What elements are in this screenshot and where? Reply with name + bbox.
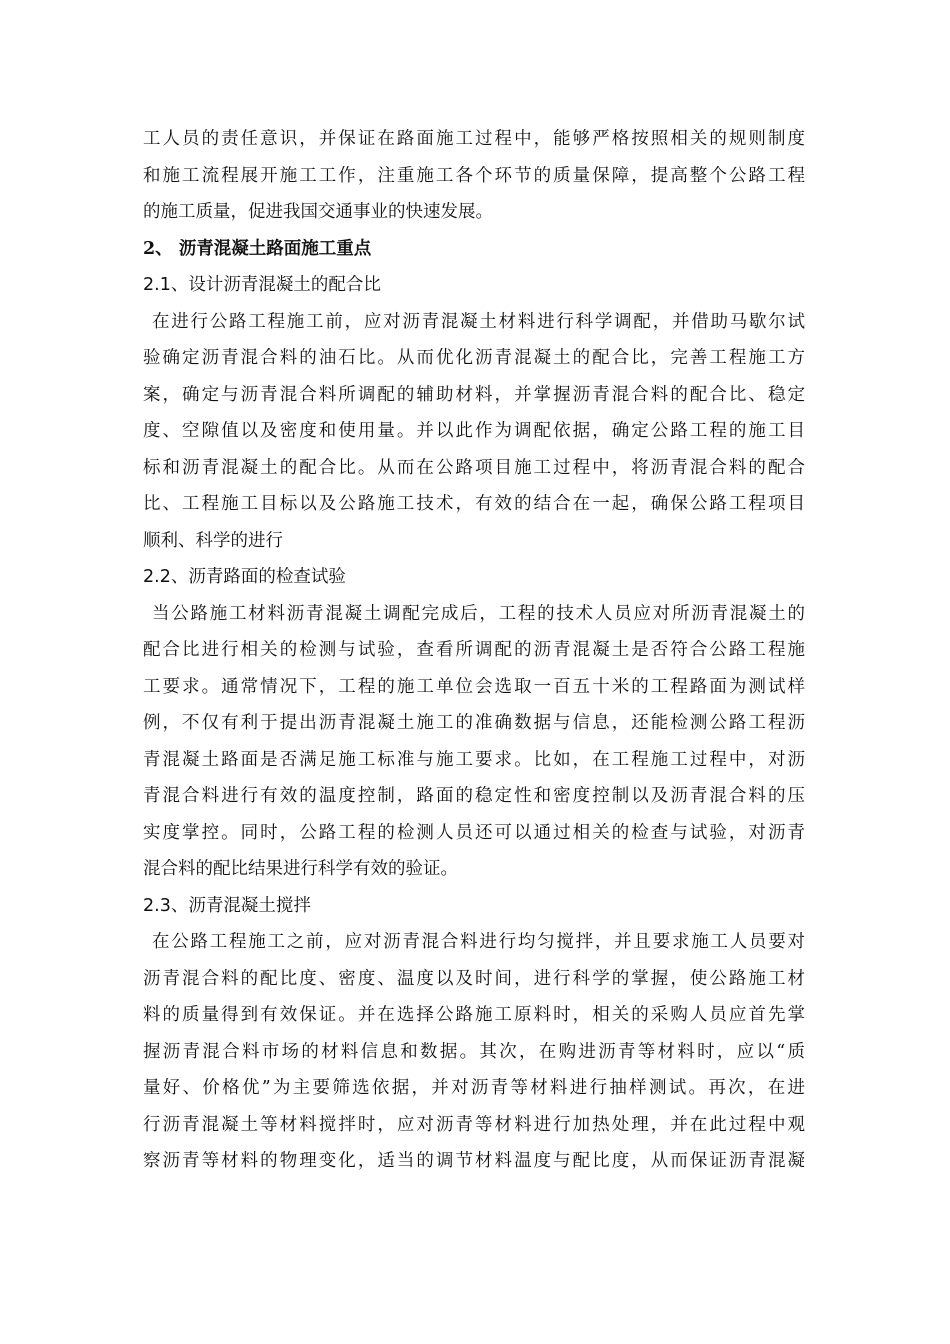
- text-line: 当公路施工材料沥青混凝土调配完成后，工程的技术人员应对所沥青混凝土的: [152, 603, 805, 624]
- text-line: 和施工流程展开施工工作，注重施工各个环节的质量保障，提高整个公路工程: [143, 165, 805, 186]
- text-line: 顺利、科学的进行: [143, 530, 283, 551]
- subsection-heading: 2.3、沥青混凝土搅拌: [143, 895, 311, 916]
- paragraph: [143, 924, 805, 1180]
- text-line: 例，不仅有利于提出沥青混凝土施工的准确数据与信息，还能检测公路工程沥: [143, 713, 805, 733]
- text-line: 沥青混合料的配比度、密度、温度以及时间，进行科学的掌握，使公路施工材: [143, 968, 805, 989]
- text-line: 标和沥青混凝土的配合比。从而在公路项目施工过程中，将沥青混合料的配合: [143, 457, 805, 478]
- text-line: 在进行公路工程施工前，应对沥青混凝土材料进行科学调配，并借助马歇尔试: [152, 311, 805, 332]
- text-line: 混合料的配比结果进行科学有效的验证。: [143, 859, 458, 879]
- text-line: 青混凝土路面是否满足施工标准与施工要求。比如，在工程施工过程中，对沥: [143, 749, 805, 770]
- text-line: 行沥青混凝土等材料搅拌时，应对沥青等材料进行加热处理，并在此过程中观: [143, 1114, 805, 1135]
- text-line: 工人员的责任意识，并保证在路面施工过程中，能够严格按照相关的规则制度: [143, 129, 805, 149]
- text-line: 配合比进行相关的检测与试验，查看所调配的沥青混凝土是否符合公路工程施: [143, 640, 805, 660]
- text-line: 青混合料进行有效的温度控制，路面的稳定性和密度控制以及沥青混合料的压: [143, 786, 805, 806]
- text-line: 的施工质量，促进我国交通事业的快速发展。: [143, 202, 493, 222]
- paragraph: [143, 304, 805, 560]
- text-line: 握沥青混合料市场的材料信息和数据。其次，在购进沥青等材料时，应以“质: [143, 1041, 805, 1062]
- text-line: 实度掌控。同时，公路工程的检测人员还可以通过相关的检查与试验，对沥青: [143, 822, 805, 843]
- text-line: 案，确定与沥青混合料所调配的辅助材料，并掌握沥青混合料的配合比、稳定: [143, 384, 805, 405]
- document-body: [143, 121, 805, 1180]
- text-line: 度、空隙值以及密度和使用量。并以此作为调配依据，确定公路工程的施工目: [143, 421, 805, 441]
- intro-paragraph: [143, 121, 805, 231]
- subsection-heading: 2.1、设计沥青混凝土的配合比: [143, 275, 381, 295]
- text-line: 验确定沥青混合料的油石比。从而优化沥青混凝土的配合比，完善工程施工方: [143, 348, 805, 368]
- subsection-heading: 2.2、沥青路面的检查试验: [143, 567, 346, 587]
- paragraph: [143, 596, 805, 888]
- section-heading: 2、 沥青混凝土路面施工重点: [143, 238, 372, 259]
- text-line: 在公路工程施工之前，应对沥青混合料进行均匀搅拌，并且要求施工人员要对: [152, 932, 805, 952]
- text-line: 察沥青等材料的物理变化，适当的调节材料温度与配比度，从而保证沥青混凝: [143, 1151, 805, 1171]
- text-line: 比、工程施工目标以及公路施工技术，有效的结合在一起，确保公路工程项目: [143, 494, 805, 514]
- text-line: 工要求。通常情况下，工程的施工单位会选取一百五十米的工程路面为测试样: [143, 676, 805, 697]
- text-line: 量好、价格优”为主要筛选依据，并对沥青等材料进行抽样测试。再次，在进: [143, 1078, 805, 1098]
- text-line: 料的质量得到有效保证。并在选择公路施工原料时，相关的采购人员应首先掌: [143, 1005, 805, 1025]
